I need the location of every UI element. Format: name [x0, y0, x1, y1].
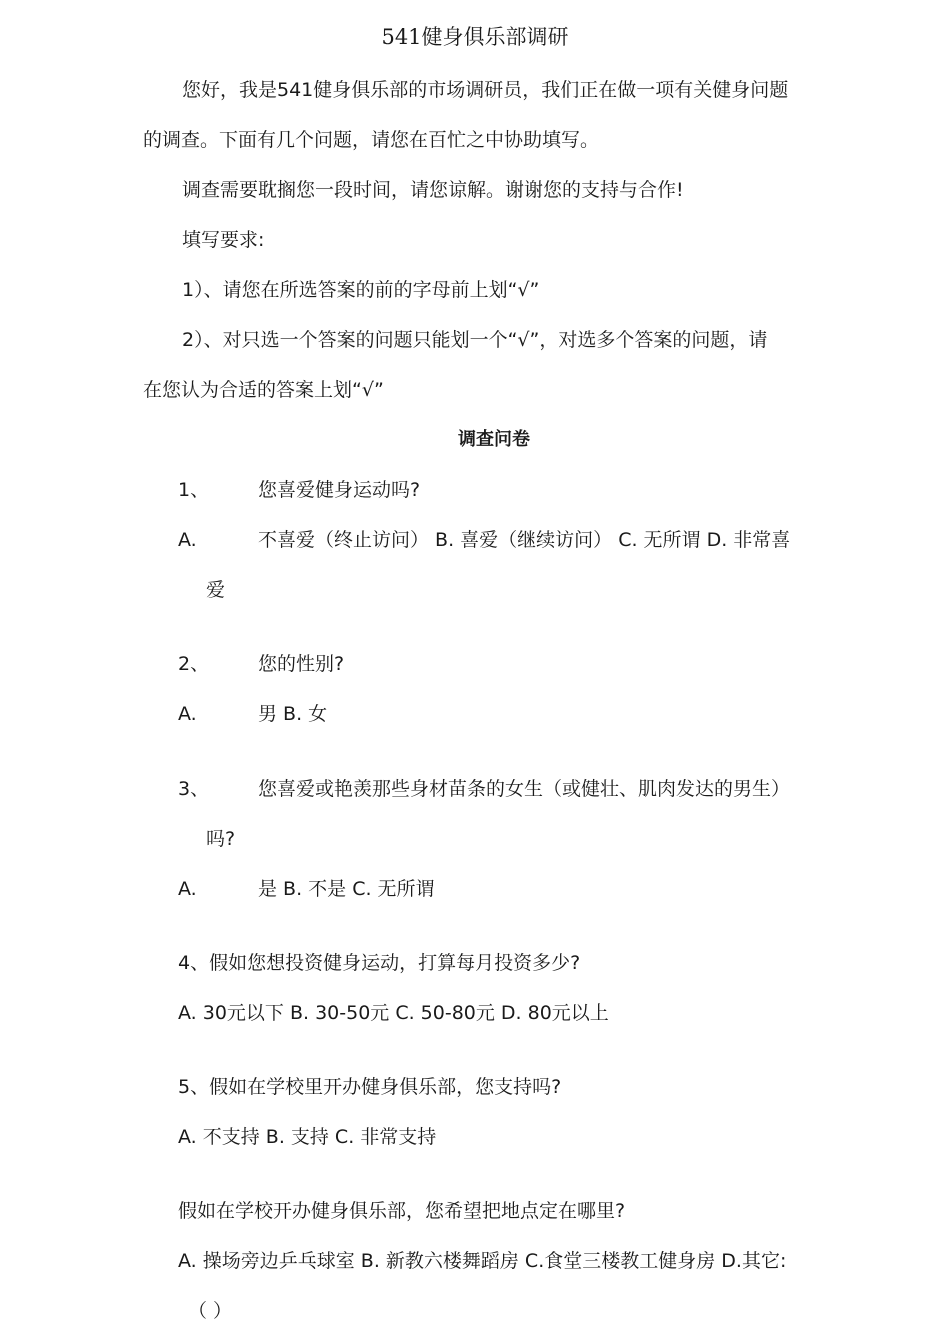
requirement-1: 1）、请您在所选答案的前的字母前上划“√” — [182, 279, 540, 301]
question-options: 是 B. 不是 C. 无所谓 — [258, 878, 435, 900]
intro-line-3: 调查需要耽搁您一段时间，请您谅解。谢谢您的支持与合作! — [182, 179, 684, 201]
answer-blank: （ ） — [188, 1300, 233, 1322]
intro-line-1: 您好，我是541健身俱乐部的市场调研员，我们正在做一项有关健身问题 — [182, 79, 789, 101]
question-options: A. 不支持 B. 支持 C. 非常支持 — [178, 1126, 437, 1148]
option-prefix: A. — [178, 878, 197, 900]
question-text: 您的性别? — [258, 653, 345, 675]
question-number: 2、 — [178, 653, 210, 675]
question-options: 不喜爱（终止访问） B. 喜爱（继续访问） C. 无所谓 D. 非常喜 — [258, 529, 791, 551]
question-text: 5、假如在学校里开办健身俱乐部，您支持吗? — [178, 1076, 562, 1098]
question-options: 男 B. 女 — [258, 703, 328, 725]
question-text: 您喜爱或艳羡那些身材苗条的女生（或健壮、肌肉发达的男生） — [258, 778, 791, 800]
intro-line-2: 的调查。下面有几个问题，请您在百忙之中协助填写。 — [143, 129, 600, 151]
question-number: 3、 — [178, 778, 210, 800]
question-text: 假如在学校开办健身俱乐部，您希望把地点定在哪里? — [178, 1200, 626, 1222]
document-title: 541健身俱乐部调研 — [381, 25, 569, 49]
question-options-continued: 爱 — [206, 579, 226, 601]
requirement-2-line-2: 在您认为合适的答案上划“√” — [143, 379, 384, 401]
question-text: 4、假如您想投资健身运动，打算每月投资多少? — [178, 952, 581, 974]
question-text: 您喜爱健身运动吗? — [258, 479, 421, 501]
option-prefix: A. — [178, 529, 197, 551]
requirement-2-line-1: 2）、对只选一个答案的问题只能划一个“√”，对选多个答案的问题，请 — [182, 329, 768, 351]
question-text-continued: 吗? — [206, 828, 236, 850]
requirements-heading: 填写要求: — [182, 229, 265, 251]
question-number: 1、 — [178, 479, 210, 501]
section-title: 调查问卷 — [458, 429, 530, 450]
option-prefix: A. — [178, 703, 197, 725]
question-options: A. 操场旁边乒乓球室 B. 新教六楼舞蹈房 C.食堂三楼教工健身房 D.其它: — [178, 1250, 787, 1272]
question-options: A. 30元以下 B. 30-50元 C. 50-80元 D. 80元以上 — [178, 1002, 609, 1024]
